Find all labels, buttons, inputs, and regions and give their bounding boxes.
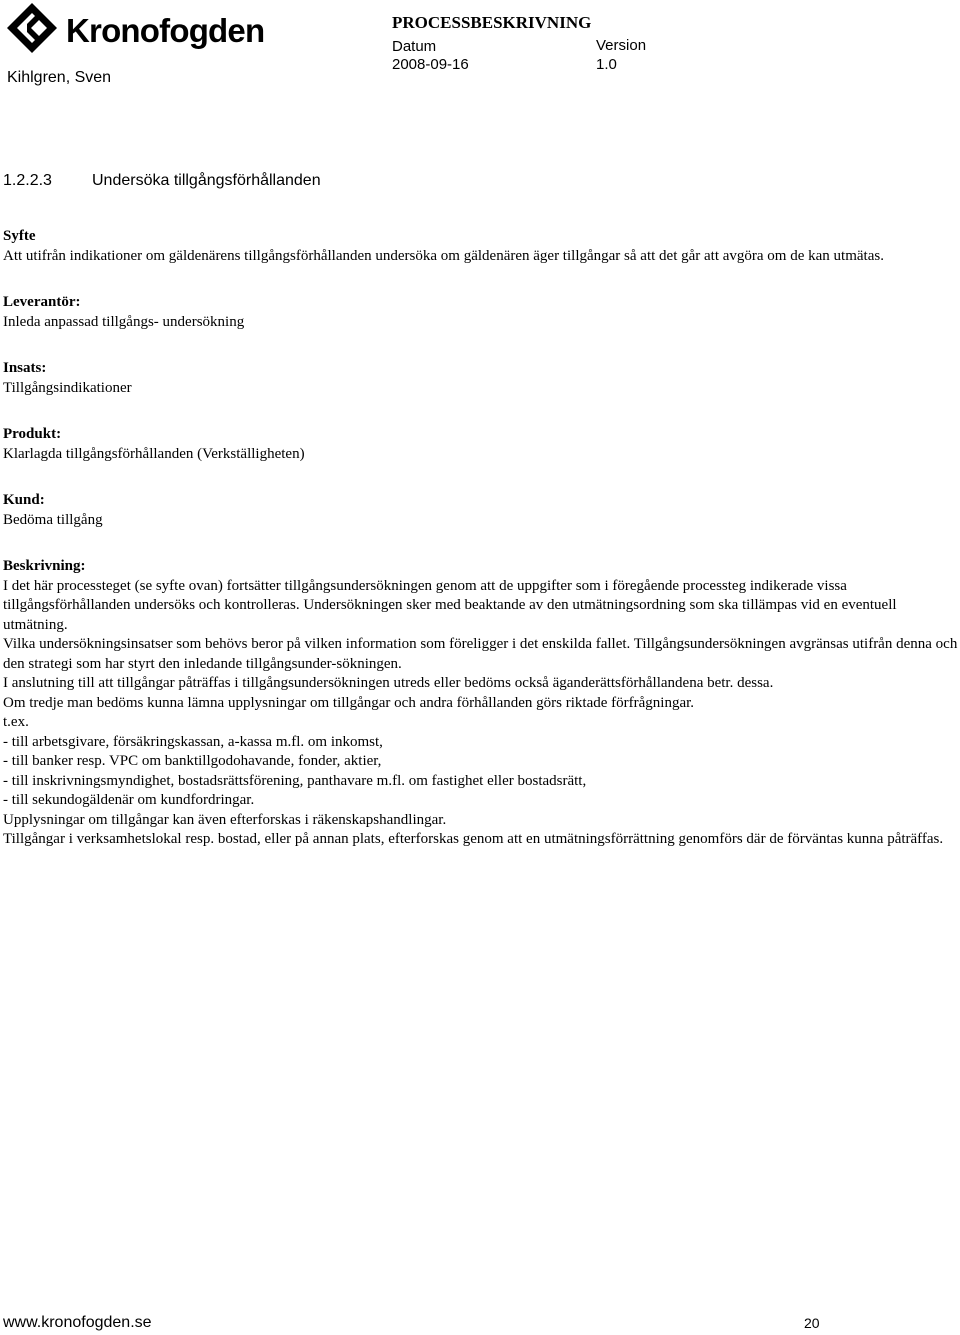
beskrivning-list-item: - till arbetsgivare, försäkringskassan, a-kassa m.fl. om inkomst, (3, 733, 383, 750)
insats-text: Tillgångsindikationer (3, 379, 132, 396)
beskrivning-paragraph: Om tredje man bedöms kunna lämna upplysningar om tillgångar och andra förhållanden görs riktade förfrågningar. (3, 694, 695, 711)
beskrivning-paragraph: Tillgångar i verksamhetslokal resp. bostad, eller på annan plats, efterforskas genom att en utmätningsförrättning genomförs där de förväntas kunna påträffas. (3, 831, 944, 847)
kronofogden-logo-icon (6, 2, 58, 54)
beskrivning-paragraph: Vilka undersökningsinsatser som behövs beror på vilken information som föreligger i det enskilda fallet. Tillgångsundersökningen avgränsas utifrån denna och den strategi som har styrt den inledande tillgångsunder-sökningen. (3, 636, 958, 672)
beskrivning-list-item: - till banker resp. VPC om banktillgodohavande, fonder, aktier, (3, 753, 382, 769)
beskrivning-paragraph: I det här processteget (se syfte ovan) fortsätter tillgångsundersökningen genom att de uppgifter som i föregående processteg indikerade vissa tillgångsförhållanden undersöks och kontrolleras. Undersökningen sker med beaktande av den utmätningsordning som ska tillämpas vid en eventuell utmätning. (3, 577, 897, 633)
beskrivning-paragraph: I anslutning till att tillgångar påträffas i tillgångsundersökningen utreds eller bedöms också äganderättsförhållandena betr. dessa. (3, 675, 774, 691)
footer-url: www.kronofogden.se (3, 1314, 152, 1331)
syfte-block (3, 227, 959, 266)
beskrivning-list-item: - till sekundogäldenär om kundfordringar. (3, 792, 255, 808)
insats-block (3, 359, 959, 398)
beskrivning-paragraph: t.ex. (3, 714, 29, 730)
kund-label: Kund: (3, 492, 45, 508)
beskrivning-paragraph: Upplysningar om tillgångar kan även efterforskas i räkenskapshandlingar. (3, 811, 447, 828)
kund-block (3, 491, 959, 530)
page-number: 20 (804, 1315, 820, 1331)
section-number: 1.2.2.3 (3, 172, 52, 189)
produkt-text: Klarlagda tillgångsförhållanden (Verkställigheten) (3, 445, 305, 462)
insats-label: Insats: (3, 360, 47, 376)
leverantor-text: Inleda anpassad tillgångs- undersökning (3, 313, 245, 330)
beskrivning-list-item: - till inskrivningsmyndighet, bostadsrättsförening, panthavare m.fl. om fastighet eller bostadsrätt, (3, 772, 587, 789)
author-name: Kihlgren, Sven (7, 69, 112, 86)
section-title: Undersöka tillgångsförhållanden (92, 172, 321, 189)
produkt-block (3, 425, 959, 464)
version-label: Version (596, 37, 647, 54)
syfte-label: Syfte (3, 228, 36, 244)
beskrivning-block (3, 557, 959, 850)
date-value: 2008-09-16 (392, 56, 469, 73)
kund-text: Bedöma tillgång (3, 511, 103, 528)
leverantor-block (3, 293, 959, 332)
syfte-text: Att utifrån indikationer om gäldenärens tillgångsförhållanden undersöka om gäldenären äger tillgångar så att det går att avgöra om de kan utmätas. (3, 247, 884, 264)
document-type: PROCESSBESKRIVNING (392, 13, 592, 32)
document-body (3, 227, 959, 850)
leverantor-label: Leverantör: (3, 294, 81, 310)
version-value: 1.0 (596, 56, 617, 73)
date-label: Datum (392, 38, 437, 55)
beskrivning-label: Beskrivning: (3, 558, 86, 574)
produkt-label: Produkt: (3, 426, 62, 442)
logo-wordmark: Kronofogden (66, 12, 265, 49)
